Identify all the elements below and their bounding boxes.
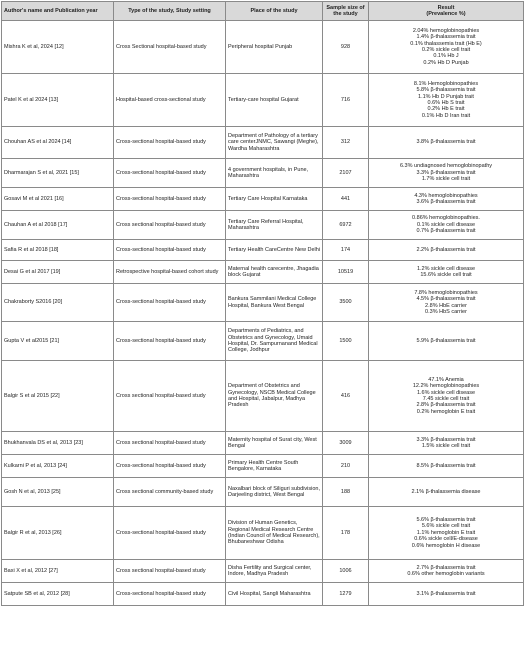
result-line: 5.9% β-thalassemia trait bbox=[416, 337, 476, 344]
place-cell: Department of Pathology of a tertiary care centerJNMC, Sawangi (Meghe), Wardha Maharashtra bbox=[226, 127, 323, 159]
result-line: 3.6% β-thalassemia trait bbox=[416, 199, 476, 205]
result-line: 0.6% Hb S trait bbox=[427, 100, 465, 106]
table-row bbox=[2, 432, 524, 455]
result-cell bbox=[369, 455, 524, 478]
result-line: 2.7% β-thalassemia trait bbox=[416, 564, 476, 571]
header-sample-size: Sample size of the study bbox=[323, 2, 369, 21]
result-line: 1.1% hemoglobin E trait bbox=[416, 529, 476, 536]
sample-size-cell: 1500 bbox=[323, 322, 369, 361]
table-row bbox=[2, 240, 524, 261]
study-type-cell: Retrospective hospital-based cohort study bbox=[114, 261, 226, 284]
header-result-title: Result bbox=[437, 4, 455, 11]
place-cell: Division of Human Genetics, Regional Medical Research Centre (Indian Council of Medical Research), Bhubaneshwar Odisha bbox=[226, 507, 323, 560]
place-cell: Tertiary-care hospital Gujarat bbox=[226, 74, 323, 127]
place-cell: Departments of Pediatrics, and Obstetrics and Gynecology, Umaid Hospital, Dr. Sampurnanand Medical College, Jodhpur bbox=[226, 322, 323, 361]
study-type-cell: Cross-sectional hospital-based study bbox=[114, 127, 226, 159]
result-cell bbox=[369, 127, 524, 159]
result-line: 0.1% sickle cell disease bbox=[416, 221, 476, 228]
prevalence-studies-table bbox=[1, 1, 524, 606]
author-cell: Patel K et al 2024 [13] bbox=[2, 74, 114, 127]
result-line: 1.6% sickle cell disease bbox=[416, 389, 476, 396]
header-result-unit: (Prevalence %) bbox=[426, 11, 466, 17]
result-line: 5.6% β-thalassemia trait bbox=[416, 516, 476, 523]
result-cell bbox=[369, 560, 524, 583]
table-row bbox=[2, 74, 524, 127]
sample-size-cell: 178 bbox=[323, 507, 369, 560]
sample-size-cell: 6972 bbox=[323, 211, 369, 240]
result-cell bbox=[369, 261, 524, 284]
study-type-cell: Cross Sectional hospital-based study bbox=[114, 21, 226, 74]
author-cell: Gosavi M et al 2021 [16] bbox=[2, 188, 114, 211]
table-row bbox=[2, 478, 524, 507]
result-cell bbox=[369, 240, 524, 261]
table-row bbox=[2, 159, 524, 188]
table-row bbox=[2, 211, 524, 240]
table-row bbox=[2, 322, 524, 361]
result-line: 2.04% hemoglobinopathies bbox=[412, 27, 480, 34]
table-body bbox=[2, 21, 524, 606]
study-type-cell: Cross-sectional hospital-based study bbox=[114, 322, 226, 361]
table-row bbox=[2, 455, 524, 478]
place-cell: Tertiary Health CareCentre New Delhi bbox=[226, 240, 323, 261]
table-row bbox=[2, 261, 524, 284]
result-cell bbox=[369, 211, 524, 240]
result-line: 1.5% sickle cell trait bbox=[421, 443, 471, 449]
author-cell: Bhukhanvala DS et al, 2013 [23] bbox=[2, 432, 114, 455]
result-line: 0.1% thalassemia trait (Hb E) bbox=[410, 40, 482, 47]
result-line: 0.3% HbS carrier bbox=[425, 308, 467, 315]
result-line: 0.2% hemoglobin E trait bbox=[416, 408, 476, 415]
study-type-cell: Cross-sectional hospital-based study bbox=[114, 583, 226, 606]
author-cell: Chouhan AS et al 2024 [14] bbox=[2, 127, 114, 159]
result-line: 2.8% HbE carrier bbox=[425, 302, 467, 309]
result-line: 1.1% Hb D Punjab trait bbox=[418, 93, 474, 100]
result-line: 0.6% hemoglobin H disease bbox=[411, 542, 481, 549]
result-cell bbox=[369, 159, 524, 188]
result-cell bbox=[369, 284, 524, 322]
study-type-cell: Cross sectional community-based study bbox=[114, 478, 226, 507]
result-cell bbox=[369, 322, 524, 361]
table-row bbox=[2, 560, 524, 583]
result-line: 3.1% β-thalassemia trait bbox=[416, 590, 476, 597]
sample-size-cell: 716 bbox=[323, 74, 369, 127]
place-cell: Maternity hospital of Surat city, West Bengal bbox=[226, 432, 323, 455]
header-place: Place of the study bbox=[226, 2, 323, 21]
result-line: 0.2% sickle cell trait bbox=[421, 47, 471, 53]
author-cell: Chakraborty S2016 [20] bbox=[2, 284, 114, 322]
result-line: 2.2% β-thalassemia trait bbox=[416, 246, 476, 253]
sample-size-cell: 1279 bbox=[323, 583, 369, 606]
study-type-cell: Cross sectional hospital-based study bbox=[114, 432, 226, 455]
sample-size-cell: 928 bbox=[323, 21, 369, 74]
header-author: Author's name and Publication year bbox=[2, 2, 114, 21]
place-cell: Disha Fertility and Surgical center, Indore, Madhya Pradesh bbox=[226, 560, 323, 583]
author-cell: Gupta V et al2015 [21] bbox=[2, 322, 114, 361]
result-line: 6.3% undiagnosed hemoglobinopathy bbox=[399, 163, 493, 170]
result-cell bbox=[369, 507, 524, 560]
result-line: 4.3% hemoglobinopathies bbox=[414, 192, 478, 199]
result-line: 3.3% β-thalassemia trait bbox=[416, 436, 476, 443]
sample-size-cell: 441 bbox=[323, 188, 369, 211]
result-line: 0.6% other hemoglobin variants bbox=[407, 571, 485, 577]
study-type-cell: Cross sectional hospital-based study bbox=[114, 560, 226, 583]
sample-size-cell: 312 bbox=[323, 127, 369, 159]
result-line: 0.2% Hb D Punjab bbox=[423, 59, 469, 66]
result-line: 1.4% β-thalassemia trait bbox=[416, 34, 476, 41]
result-line: 0.6% sickle cell/E-disease bbox=[414, 536, 478, 543]
sample-size-cell: 10519 bbox=[323, 261, 369, 284]
sample-size-cell: 416 bbox=[323, 361, 369, 432]
study-type-cell: Cross-sectional hospital-based study bbox=[114, 240, 226, 261]
place-cell: Civil Hospital, Sangli Maharashtra bbox=[226, 583, 323, 606]
result-line: 3.8% β-thalassemia trait bbox=[416, 139, 476, 146]
study-type-cell: Hospital-based cross-sectional study bbox=[114, 74, 226, 127]
place-cell: Tertiary Care Referral Hospital, Maharashtra bbox=[226, 211, 323, 240]
table-row bbox=[2, 583, 524, 606]
table-row bbox=[2, 507, 524, 560]
table-header-row bbox=[2, 2, 524, 21]
sample-size-cell: 188 bbox=[323, 478, 369, 507]
author-cell: Safia R et al 2018 [18] bbox=[2, 240, 114, 261]
result-line: 8.5% β-thalassemia trait bbox=[416, 462, 476, 469]
place-cell: Department of Obstetrics and Gynecology, NSCB Medical College and Hospital, Jabalpur, Madhya Pradesh bbox=[226, 361, 323, 432]
author-cell: Kulkarni P et al, 2013 [24] bbox=[2, 455, 114, 478]
result-line: 7.8% hemoglobinopathies bbox=[414, 289, 478, 296]
place-cell: Primary Health Centre South Bengalore, Karnataka bbox=[226, 455, 323, 478]
study-type-cell: Cross-sectional hospital-based study bbox=[114, 507, 226, 560]
study-type-cell: Cross-sectional hospital-based study bbox=[114, 188, 226, 211]
result-line: 0.2% Hb E trait bbox=[427, 106, 465, 113]
author-cell: Mishra K et al, 2024 [12] bbox=[2, 21, 114, 74]
study-type-cell: Cross sectional hospital-based study bbox=[114, 361, 226, 432]
header-result bbox=[369, 2, 524, 21]
result-line: 12.2% hemoglobinopathies bbox=[412, 383, 480, 390]
result-line: 0.7% β-thalassemia trait bbox=[416, 228, 476, 235]
place-cell: Bankura Sammilani Medical College Hospital, Bankura West Bengal bbox=[226, 284, 323, 322]
author-cell: Balgir S et al 2015 [22] bbox=[2, 361, 114, 432]
author-cell: Baxi X et al, 2012 [27] bbox=[2, 560, 114, 583]
sample-size-cell: 3009 bbox=[323, 432, 369, 455]
place-cell: 4 government hospitals, in Pune, Maharashtra bbox=[226, 159, 323, 188]
result-cell bbox=[369, 21, 524, 74]
result-cell bbox=[369, 188, 524, 211]
result-line: 5.6% sickle cell trait bbox=[421, 523, 471, 530]
sample-size-cell: 210 bbox=[323, 455, 369, 478]
result-line: 8.1% Hemoglobinopathies bbox=[413, 80, 479, 87]
place-cell: Maternal health carecentre, Jhagadia block Gujarat bbox=[226, 261, 323, 284]
result-cell bbox=[369, 74, 524, 127]
author-cell: Dharmarajan S et al, 2021 [15] bbox=[2, 159, 114, 188]
result-line: 3.3% β-thalassemia trait bbox=[416, 169, 476, 176]
table-row bbox=[2, 21, 524, 74]
place-cell: Tertiary Care Hospital Karnataka bbox=[226, 188, 323, 211]
study-type-cell: Cross-sectional hospital-based study bbox=[114, 159, 226, 188]
result-line: 7.45 sickle cell trait bbox=[422, 396, 470, 402]
result-line: 2.8% β-thalassemia trait bbox=[416, 402, 476, 409]
author-cell: Satpute SB et al, 2012 [28] bbox=[2, 583, 114, 606]
sample-size-cell: 2107 bbox=[323, 159, 369, 188]
sample-size-cell: 1006 bbox=[323, 560, 369, 583]
result-cell bbox=[369, 361, 524, 432]
table-row bbox=[2, 188, 524, 211]
result-line: 1.2% sickle cell disease bbox=[416, 265, 476, 272]
result-cell bbox=[369, 432, 524, 455]
place-cell: Peripheral hospital Punjab bbox=[226, 21, 323, 74]
result-cell bbox=[369, 583, 524, 606]
study-type-cell: Cross-sectional hospital-based study bbox=[114, 455, 226, 478]
table-row bbox=[2, 127, 524, 159]
result-line: 0.1% Hb D Iran trait bbox=[421, 112, 471, 119]
result-line: 1.7% sickle cell trait bbox=[421, 176, 471, 183]
study-type-cell: Cross sectional hospital-based study bbox=[114, 211, 226, 240]
result-line: 0.86% hemoglobinopathies. bbox=[412, 215, 480, 222]
author-cell: Balgir R et al, 2013 [26] bbox=[2, 507, 114, 560]
author-cell: Desai G et al 2017 [19] bbox=[2, 261, 114, 284]
sample-size-cell: 3500 bbox=[323, 284, 369, 322]
table-row bbox=[2, 361, 524, 432]
result-line: 4.5% β-thalassemia trait bbox=[416, 296, 476, 303]
author-cell: Chauhan A et al 2018 [17] bbox=[2, 211, 114, 240]
table-row bbox=[2, 284, 524, 322]
result-line: 15.6% sickle cell trait bbox=[420, 272, 472, 278]
study-type-cell: Cross-sectional hospital-based study bbox=[114, 284, 226, 322]
sample-size-cell: 174 bbox=[323, 240, 369, 261]
result-line: 2.1% β-thalassemia disease bbox=[411, 488, 481, 495]
result-line: 0.1% Hb J bbox=[433, 53, 459, 60]
author-cell: Gosh N et al, 2013 [25] bbox=[2, 478, 114, 507]
result-line: 47.1% Anemia bbox=[428, 376, 464, 383]
result-cell bbox=[369, 478, 524, 507]
place-cell: Naxalbari block of Siliguri subdivision, Darjeeling district, West Bengal bbox=[226, 478, 323, 507]
header-study-type: Type of the study, Study setting bbox=[114, 2, 226, 21]
result-line: 5.8% β-thalassemia trait bbox=[416, 87, 476, 94]
